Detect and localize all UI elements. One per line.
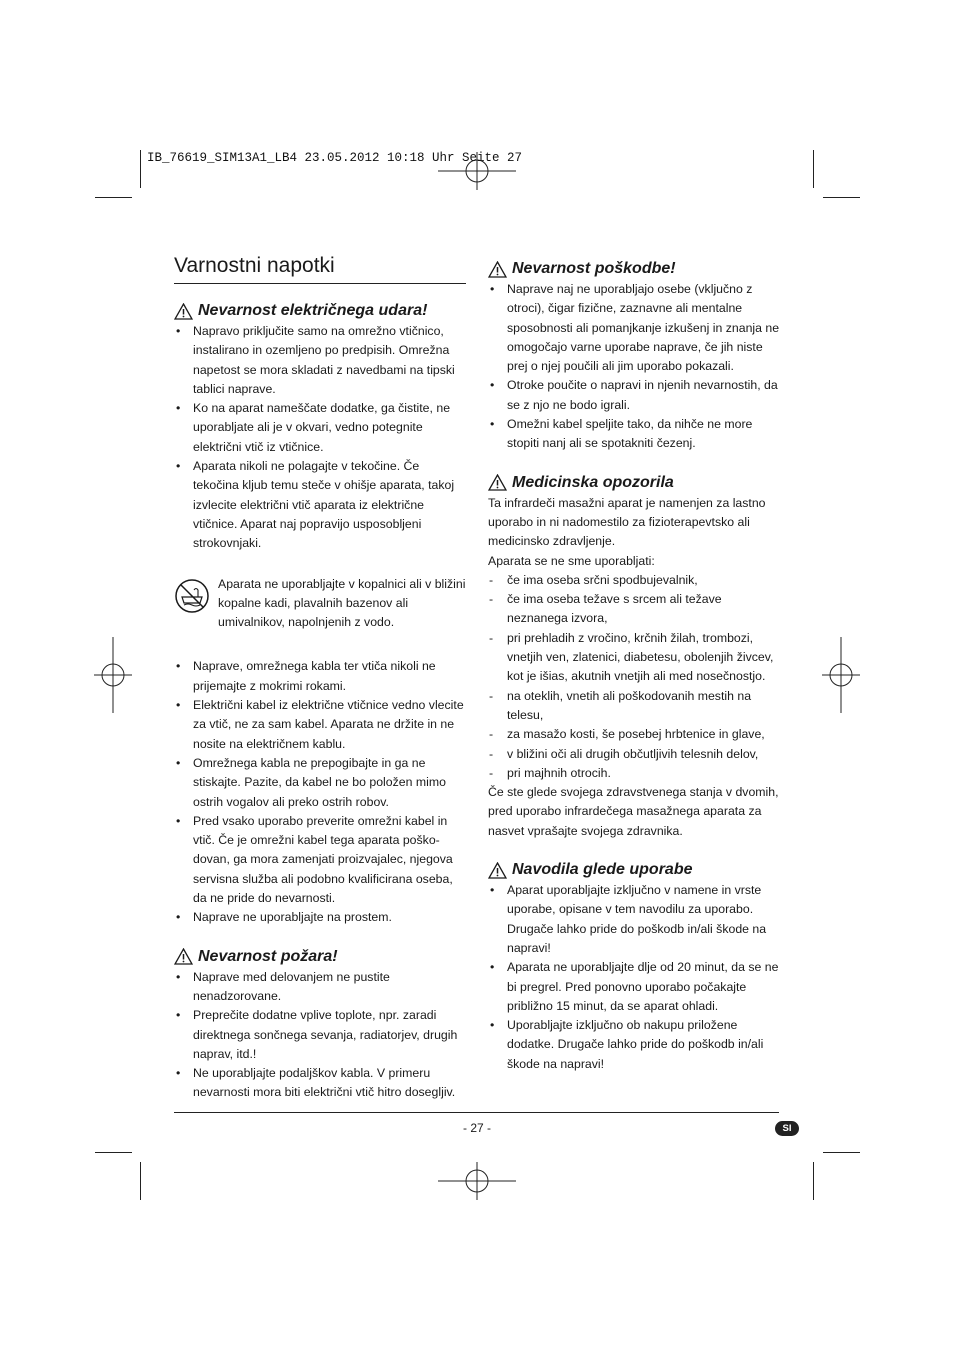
bullet-list [174, 657, 466, 927]
list-item: - pri majhnih otrocih. [488, 764, 780, 783]
list-item: - v bližini oči ali drugih občutljivih telesnih delov, [488, 745, 780, 764]
crop-mark [813, 1162, 814, 1200]
bullet-list [488, 881, 780, 1074]
registration-mark-icon [438, 1162, 516, 1200]
right-column [488, 258, 780, 1074]
warning-triangle-icon [488, 862, 507, 879]
bullet-list [174, 968, 466, 1103]
page-number: - 27 - [462, 1121, 491, 1135]
list-item: • Otroke poučite o napravi in njenih nevarnostih, da se z njo ne bodo igrali. [488, 376, 780, 415]
section-heading [174, 946, 466, 968]
section-heading [488, 472, 780, 494]
list-item: • Električni kabel iz električne vtičnice vedno vlecite za vtič, ne za sam kabel. Aparata ne držite in ne nosite na električnem kablu. [174, 696, 466, 754]
list-item: • Aparata ne uporabljajte dlje od 20 minut, da se ne bi pregrel. Pred ponovno uporabo počakajte približno 15 minut, da se aparat ohladi. [488, 958, 780, 1016]
list-item: • Pred vsako uporabo preverite omrežni kabel in vtič. Če je omrežni kabel tega aparata poško-dovan, ga mora zamenjati proizvajalec, njegova servisna služba ali podobno kvalificirana oseba, da ne pride do nevarnosti. [174, 812, 466, 908]
list-item: • Naprave ne uporabljajte na prostem. [174, 908, 466, 927]
list-item: • Omežni kabel speljite tako, da nihče ne more stopiti nanj ali se spotakniti čezenj. [488, 415, 780, 454]
list-item: • Naprave, omrežnega kabla ter vtiča nikoli ne prijemajte z mokrimi rokami. [174, 657, 466, 696]
list-item: • Naprave med delovanjem ne pustite nenadzorovane. [174, 968, 466, 1007]
section-heading [488, 859, 780, 881]
page-title: Varnostni napotki [174, 254, 335, 277]
heading-text: Medicinska opozorila [512, 473, 674, 491]
title-rule [174, 283, 466, 284]
list-item: • Preprečite dodatne vplive toplote, npr. zaradi direktnega sončnega sevanja, radiatorjev, drugih naprav, itd.! [174, 1006, 466, 1064]
section-heading [174, 300, 466, 322]
list-item: - za masažo kosti, še posebej hrbtenice in glave, [488, 725, 780, 744]
list-item: • Aparata nikoli ne polagajte v tekočine. Če tekočina kljub temu steče v ohišje aparata, takoj izvlecite električni vtič aparata iz električne vtičnice. Aparat naj popravijo usposobljeni strokovnjaki. [174, 457, 466, 553]
list-item: • Ne uporabljajte podaljškov kabla. V primeru nevarnosti mora biti električni vtič hitro dosegljiv. [174, 1064, 466, 1103]
paragraph: Če ste glede svojega zdravstvenega stanja v dvomih, pred uporabo infrardečega masažnega aparata za nasvet vprašajte svojega zdravnika. [488, 785, 779, 838]
heading-text: Nevarnost požara! [198, 947, 338, 965]
list-item: - na oteklih, vnetih ali poškodovanih mestih na telesu, [488, 687, 780, 726]
crop-mark [813, 150, 814, 188]
no-bath-icon [174, 578, 210, 614]
heading-text: Nevarnost poškodbe! [512, 260, 676, 277]
list-item: - pri prehladih z vročino, krčnih žilah, trombozi, vnetjih ven, zlatenici, diabetesu, obolenjih živcev, kot je išias, akutnih vnetjih ali med nosečnostjo. [488, 629, 780, 687]
print-slug: IB_76619_SIM13A1_LB4 23.05.2012 10:18 Uhr Seite 27 [147, 151, 523, 165]
list-item: • Napravo priključite samo na omrežno vtičnico, instalirano in ozemljeno po predpisih. Omrežna napetost se mora skladati z navedbami na tipski tablici naprave. [174, 322, 466, 399]
crop-mark [140, 1162, 141, 1200]
registration-mark-icon [822, 637, 860, 713]
list-item: • Ko na aparat nameščate dodatke, ga čistite, ne uporabljate ali je v okvari, vedno potegnite električni vtič iz vtičnice. [174, 399, 466, 457]
paragraph: Aparata se ne sme uporabljati: [488, 553, 655, 568]
bullet-list [174, 322, 466, 554]
warning-triangle-icon [488, 474, 507, 491]
heading-text: Navodila glede uporabe [512, 861, 693, 879]
bullet-list [488, 280, 780, 454]
warning-triangle-icon [174, 948, 193, 965]
language-badge: SI [775, 1121, 799, 1136]
list-item: - če ima oseba težave s srcem ali težave neznanega izvora, [488, 590, 780, 629]
note-text: Aparata ne uporabljajte v kopalnici ali v bližini kopalne kadi, plavalnih bazenov ali umivalnikov, napolnjenih z vodo. [218, 576, 466, 630]
section-heading [488, 258, 780, 280]
paragraph: Ta infrardeči masažni aparat je namenjen za lastno uporabo in ni nadomestilo za fizioterapevtsko ali medicinsko zdravljenje. [488, 495, 766, 549]
list-item: • Aparat uporabljajte izključno v namene in vrste uporabe, opisane v tem navodilu za uporabo. Drugače lahko pride do poškodb in/ali škode na napravi! [488, 881, 780, 958]
warning-note [174, 575, 466, 633]
list-item: • Naprave naj ne uporabljajo osebe (vključno z otroci), čigar fizične, zaznavne ali mentalne sposobnosti ali pomanjkanje izkušenj in znanja ne omogočajo varne uporabe naprave, če jih niste prej o njej poučili ali jim uporabo pokazali. [488, 280, 780, 376]
crop-mark [140, 150, 141, 188]
list-item: • Omrežnega kabla ne prepogibajte in ga ne stiskajte. Pazite, da kabel ne bo položen mimo ostrih vogalov ali preko ostrih robov. [174, 754, 466, 812]
warning-triangle-icon [488, 261, 507, 278]
crop-mark [823, 197, 860, 198]
crop-mark [823, 1152, 860, 1153]
list-item: • Uporabljajte izključno ob nakupu priložene dodatke. Drugače lahko pride do poškodb in/ali škode na napravi! [488, 1016, 780, 1074]
registration-mark-icon [94, 637, 132, 713]
footer-rule [174, 1112, 779, 1113]
dash-list [488, 571, 780, 783]
heading-text: Nevarnost električnega udara! [198, 302, 428, 319]
crop-mark [95, 1152, 132, 1153]
crop-mark [95, 197, 132, 198]
list-item: - če ima oseba srčni spodbujevalnik, [488, 571, 780, 590]
left-column [174, 300, 466, 1103]
warning-triangle-icon [174, 303, 193, 320]
